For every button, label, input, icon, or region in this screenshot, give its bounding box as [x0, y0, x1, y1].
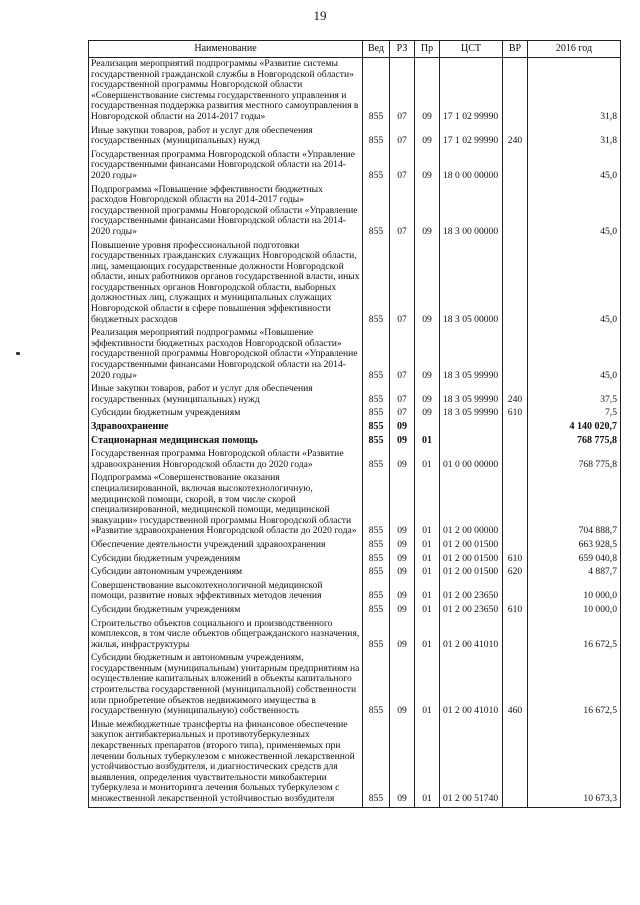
cell-sum: 704 888,7 — [528, 472, 621, 539]
cell-sum: 16 672,5 — [528, 618, 621, 653]
cell-rz: 07 — [390, 240, 415, 328]
cell-name: Иные закупки товаров, работ и услуг для обеспечения государственных (муниципальных) нужд — [89, 383, 363, 407]
cell-rz: 09 — [390, 553, 415, 567]
cell-cst: 01 2 00 41010 — [440, 652, 503, 719]
cell-sum: 768 775,8 — [528, 435, 621, 449]
cell-sum: 4 140 020,7 — [528, 421, 621, 435]
cell-sum: 10 000,0 — [528, 580, 621, 604]
cell-pr: 09 — [415, 407, 440, 421]
cell-rz: 09 — [390, 472, 415, 539]
cell-cst: 01 2 00 00000 — [440, 472, 503, 539]
cell-name: Субсидии бюджетным и автономным учреждениям, государственным (муниципальным) унитарным предприятиям на осуществление капитальных вложений в объекты капитального строительства государственной (муниципальной) собственности или приобретение объектов недвижимого имущества в государственную (муниципальную) собственность — [89, 652, 363, 719]
cell-ved: 855 — [363, 719, 390, 807]
cell-vr: 620 — [503, 566, 528, 580]
cell-cst: 01 2 00 51740 — [440, 719, 503, 807]
header-pr: Пр — [415, 41, 440, 58]
cell-pr: 01 — [415, 652, 440, 719]
cell-pr: 01 — [415, 553, 440, 567]
cell-name: Подпрограмма «Повышение эффективности бюджетных расходов Новгородской области на 2014-2017 годы» государственной программы Новгородской области «Управление государственными финансами Новгородской области на 2014-2020 годы» — [89, 184, 363, 240]
cell-ved: 855 — [363, 58, 390, 125]
cell-pr: 01 — [415, 448, 440, 472]
page-number: 19 — [313, 8, 327, 23]
cell-vr — [503, 435, 528, 449]
cell-sum: 37,5 — [528, 383, 621, 407]
cell-sum: 45,0 — [528, 184, 621, 240]
table-header-row — [89, 41, 621, 58]
cell-pr: 01 — [415, 539, 440, 553]
cell-vr — [503, 327, 528, 383]
cell-rz: 07 — [390, 327, 415, 383]
table-row — [89, 327, 621, 383]
cell-sum: 16 672,5 — [528, 652, 621, 719]
cell-name: Обеспечение деятельности учреждений здравоохранения — [89, 539, 363, 553]
cell-ved: 855 — [363, 383, 390, 407]
cell-rz: 09 — [390, 719, 415, 807]
cell-pr: 09 — [415, 125, 440, 149]
table-body — [89, 58, 621, 808]
cell-cst: 01 2 00 41010 — [440, 618, 503, 653]
table-row — [89, 604, 621, 618]
table-row — [89, 448, 621, 472]
cell-sum: 45,0 — [528, 240, 621, 328]
cell-vr — [503, 539, 528, 553]
cell-cst: 01 2 00 23650 — [440, 580, 503, 604]
cell-vr: 460 — [503, 652, 528, 719]
table-row — [89, 240, 621, 328]
cell-ved: 855 — [363, 240, 390, 328]
cell-rz: 09 — [390, 604, 415, 618]
cell-cst: 18 3 05 99990 — [440, 407, 503, 421]
cell-vr: 240 — [503, 125, 528, 149]
table-row — [89, 58, 621, 125]
cell-ved: 855 — [363, 407, 390, 421]
cell-ved: 855 — [363, 553, 390, 567]
cell-rz: 07 — [390, 383, 415, 407]
cell-name: Субсидии бюджетным учреждениям — [89, 407, 363, 421]
table-row — [89, 539, 621, 553]
table-row — [89, 125, 621, 149]
cell-rz: 09 — [390, 448, 415, 472]
cell-rz: 07 — [390, 125, 415, 149]
cell-vr — [503, 472, 528, 539]
cell-ved: 855 — [363, 149, 390, 184]
cell-name: Совершенствование высокотехнологичной медицинской помощи, развитие новых эффективных методов лечения — [89, 580, 363, 604]
cell-sum: 663 928,5 — [528, 539, 621, 553]
cell-name: Строительство объектов социального и производственного комплексов, в том числе объектов общегражданского назначения, жилья, инфраструктуры — [89, 618, 363, 653]
cell-name: Государственная программа Новгородской области «Развитие здравоохранения Новгородской области до 2020 года» — [89, 448, 363, 472]
cell-rz: 09 — [390, 539, 415, 553]
cell-rz: 09 — [390, 435, 415, 449]
cell-rz: 09 — [390, 618, 415, 653]
cell-ved: 855 — [363, 125, 390, 149]
cell-sum: 45,0 — [528, 149, 621, 184]
cell-sum: 31,8 — [528, 58, 621, 125]
header-vr: ВР — [503, 41, 528, 58]
cell-name: Стационарная медицинская помощь — [89, 435, 363, 449]
cell-pr: 09 — [415, 149, 440, 184]
cell-name: Иные межбюджетные трансферты на финансовое обеспечение закупок антибактериальных и противотуберкулезных лекарственных препаратов (второго типа), применяемых при лечении больных туберкулезом с множественной лекарственной устойчивостью возбудителя, и диагностических средств для выявления, определения чувствительности микобактерии туберкулеза и мониторинга лечения больных туберкулезом с множественной лекарственной устойчивостью возбудителя — [89, 719, 363, 807]
cell-cst: 17 1 02 99990 — [440, 58, 503, 125]
cell-ved: 855 — [363, 539, 390, 553]
header-name: Наименование — [89, 41, 363, 58]
table-row — [89, 383, 621, 407]
cell-pr: 01 — [415, 566, 440, 580]
cell-cst: 01 2 00 01500 — [440, 566, 503, 580]
table-row — [89, 618, 621, 653]
cell-pr: 09 — [415, 383, 440, 407]
cell-rz: 07 — [390, 184, 415, 240]
cell-vr — [503, 184, 528, 240]
table-row — [89, 435, 621, 449]
cell-pr: 09 — [415, 327, 440, 383]
cell-name: Подпрограмма «Совершенствование оказания специализированной, включая высокотехнологичную, медицинской помощи, скорой, в том числе скорой специализированной, медицинской помощи, медицинской эвакуации» государственной программы Новгородской области «Развитие здравоохранения Новгородской области до 2020 года» — [89, 472, 363, 539]
cell-ved: 855 — [363, 327, 390, 383]
table-row — [89, 553, 621, 567]
cell-ved: 855 — [363, 604, 390, 618]
cell-sum: 659 040,8 — [528, 553, 621, 567]
cell-name: Субсидии автономным учреждениям — [89, 566, 363, 580]
cell-vr — [503, 58, 528, 125]
cell-vr — [503, 618, 528, 653]
cell-sum: 7,5 — [528, 407, 621, 421]
cell-cst: 17 1 02 99990 — [440, 125, 503, 149]
cell-name: Здравоохранение — [89, 421, 363, 435]
cell-cst: 18 3 05 99990 — [440, 327, 503, 383]
cell-vr: 240 — [503, 383, 528, 407]
cell-vr: 610 — [503, 407, 528, 421]
cell-ved: 855 — [363, 472, 390, 539]
cell-ved: 855 — [363, 618, 390, 653]
cell-name: Реализация мероприятий подпрограммы «Развитие системы государственной гражданской службы в Новгородской области» государственной программы Новгородской области «Совершенствование системы государственного управления и государственная поддержка развития местного самоуправления в Новгородской области на 2014-2017 годы» — [89, 58, 363, 125]
cell-name: Государственная программа Новгородской области «Управление государственными финансами Новгородской области на 2014-2020 годы» — [89, 149, 363, 184]
cell-vr — [503, 149, 528, 184]
cell-rz: 07 — [390, 407, 415, 421]
table-row — [89, 407, 621, 421]
cell-pr: 09 — [415, 240, 440, 328]
cell-name: Иные закупки товаров, работ и услуг для обеспечения государственных (муниципальных) нужд — [89, 125, 363, 149]
cell-rz: 07 — [390, 149, 415, 184]
table-row — [89, 421, 621, 435]
margin-mark — [16, 352, 20, 355]
cell-ved: 855 — [363, 580, 390, 604]
header-rz: РЗ — [390, 41, 415, 58]
cell-cst: 01 2 00 23650 — [440, 604, 503, 618]
budget-table — [88, 40, 621, 808]
cell-name: Реализация мероприятий подпрограммы «Повышение эффективности бюджетных расходов Новгородской области» государственной программы Новгородской области «Управление государственными финансами Новгородской области на 2014-2020 годы» — [89, 327, 363, 383]
cell-pr: 01 — [415, 604, 440, 618]
cell-pr: 01 — [415, 580, 440, 604]
cell-vr: 610 — [503, 604, 528, 618]
cell-ved: 855 — [363, 435, 390, 449]
cell-ved: 855 — [363, 652, 390, 719]
cell-pr: 01 — [415, 618, 440, 653]
cell-cst: 18 0 00 00000 — [440, 149, 503, 184]
cell-cst: 18 3 00 00000 — [440, 184, 503, 240]
cell-vr — [503, 421, 528, 435]
cell-vr — [503, 719, 528, 807]
table-row — [89, 566, 621, 580]
table-row — [89, 719, 621, 807]
cell-rz: 09 — [390, 421, 415, 435]
cell-ved: 855 — [363, 421, 390, 435]
cell-vr — [503, 448, 528, 472]
cell-cst: 18 3 05 99990 — [440, 383, 503, 407]
cell-sum: 10 673,3 — [528, 719, 621, 807]
cell-pr — [415, 421, 440, 435]
cell-cst: 18 3 05 00000 — [440, 240, 503, 328]
cell-rz: 07 — [390, 58, 415, 125]
cell-pr: 01 — [415, 719, 440, 807]
header-ved: Вед — [363, 41, 390, 58]
table-row — [89, 184, 621, 240]
cell-rz: 09 — [390, 580, 415, 604]
cell-vr — [503, 580, 528, 604]
table-row — [89, 652, 621, 719]
cell-sum: 10 000,0 — [528, 604, 621, 618]
cell-pr: 09 — [415, 58, 440, 125]
cell-pr: 01 — [415, 435, 440, 449]
table-row — [89, 472, 621, 539]
cell-ved: 855 — [363, 184, 390, 240]
table-row — [89, 580, 621, 604]
cell-vr: 610 — [503, 553, 528, 567]
cell-cst — [440, 421, 503, 435]
cell-sum: 768 775,8 — [528, 448, 621, 472]
cell-sum: 31,8 — [528, 125, 621, 149]
cell-ved: 855 — [363, 448, 390, 472]
cell-name: Субсидии бюджетным учреждениям — [89, 604, 363, 618]
cell-name: Субсидии бюджетным учреждениям — [89, 553, 363, 567]
cell-pr: 09 — [415, 184, 440, 240]
cell-cst: 01 2 00 01500 — [440, 553, 503, 567]
cell-ved: 855 — [363, 566, 390, 580]
cell-rz: 09 — [390, 652, 415, 719]
header-sum: 2016 год — [528, 41, 621, 58]
cell-rz: 09 — [390, 566, 415, 580]
table-row — [89, 149, 621, 184]
cell-name: Повышение уровня профессиональной подготовки государственных гражданских служащих Новгородской области, лиц, замещающих государственные должности Новгородской области, иных работников органов государственной власти, иных государственных органов Новгородской области, выборных должностных лиц, служащих и муниципальных служащих Новгородской области в сфере повышения эффективности бюджетных расходов — [89, 240, 363, 328]
header-cst: ЦСТ — [440, 41, 503, 58]
cell-cst: 01 2 00 01500 — [440, 539, 503, 553]
cell-cst: 01 0 00 00000 — [440, 448, 503, 472]
cell-cst — [440, 435, 503, 449]
cell-sum: 4 887,7 — [528, 566, 621, 580]
cell-vr — [503, 240, 528, 328]
cell-sum: 45,0 — [528, 327, 621, 383]
cell-pr: 01 — [415, 472, 440, 539]
